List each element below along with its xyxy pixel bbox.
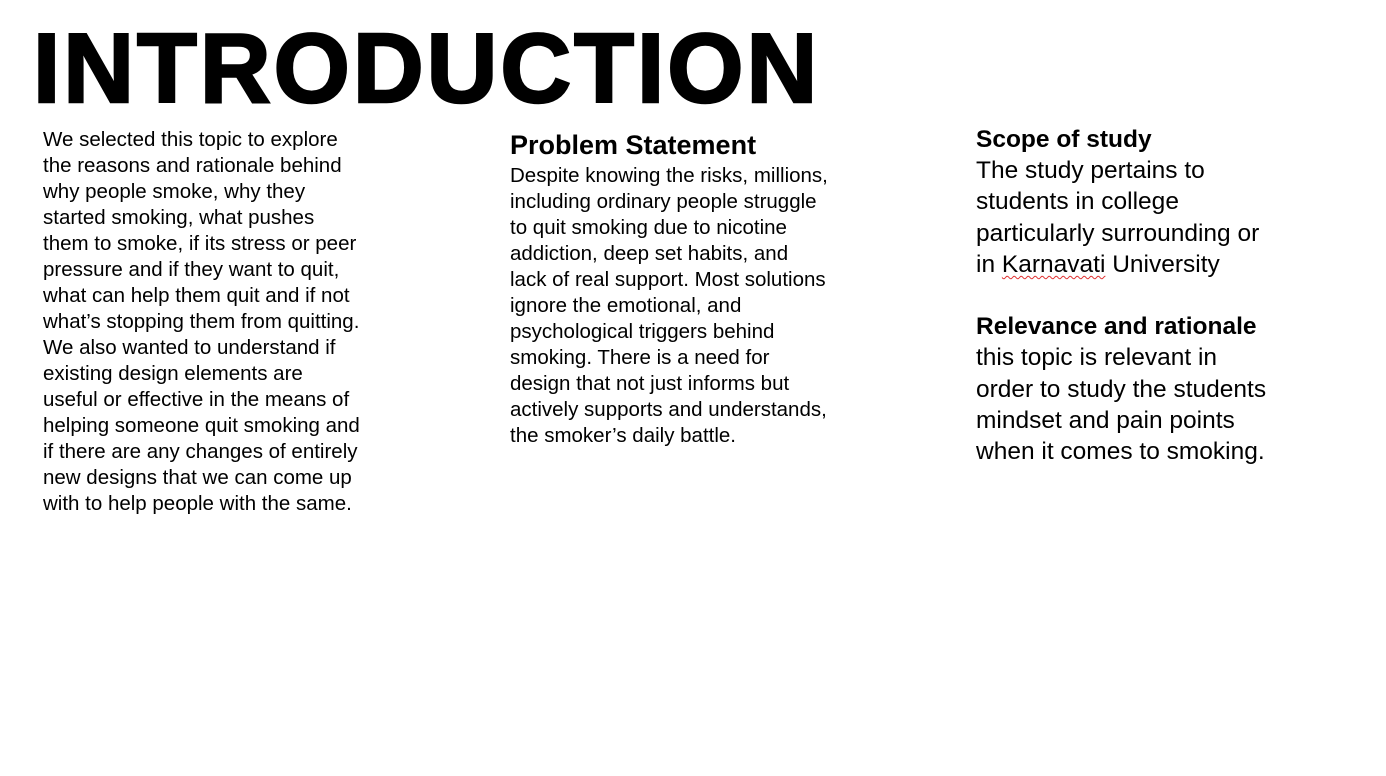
relevance-heading: Relevance and rationale: [976, 313, 1257, 341]
intro-paragraph: We selected this topic to explore the reasons and rationale behind why people smoke, why they started smoking, what pushes them to smoke, if its stress or peer pressure and if they want to quit, what can help them quit and if not what’s stopping them from quitting. We also wanted to understand if existing design elements are useful or effective in the means of helping someone quit smoking and if there are any changes of entirely new designs that we can come up with to help people with the same.: [43, 128, 360, 515]
problem-statement-body: Despite knowing the risks, millions, including ordinary people struggle to quit smoking due to nicotine addiction, deep set habits, and lack of real support. Most solutions ignore the emotional, and psychological triggers behind smoking. There is a need for design that not just informs but actively supports and understands, the smoker’s daily battle.: [510, 164, 828, 447]
slide-title: INTRODUCTION: [33, 13, 821, 123]
spellcheck-flagged-word[interactable]: Karnavati: [1001, 250, 1106, 278]
problem-statement-text-box[interactable]: [510, 127, 828, 449]
intro-text-box[interactable]: [43, 127, 361, 517]
problem-statement-heading: Problem Statement: [510, 130, 757, 160]
scope-heading: Scope of study: [976, 126, 1152, 153]
scope-body: [976, 155, 1276, 280]
scope-body-before: The study pertains to students in college particularly surrounding or in: [976, 157, 1260, 278]
paragraph-spacer: [976, 280, 1276, 311]
relevance-body: this topic is relevant in order to study the students mindset and pain points when it comes to smoking.: [976, 344, 1267, 466]
scope-relevance-text-box[interactable]: [976, 124, 1276, 467]
scope-body-after: University: [1105, 250, 1220, 278]
